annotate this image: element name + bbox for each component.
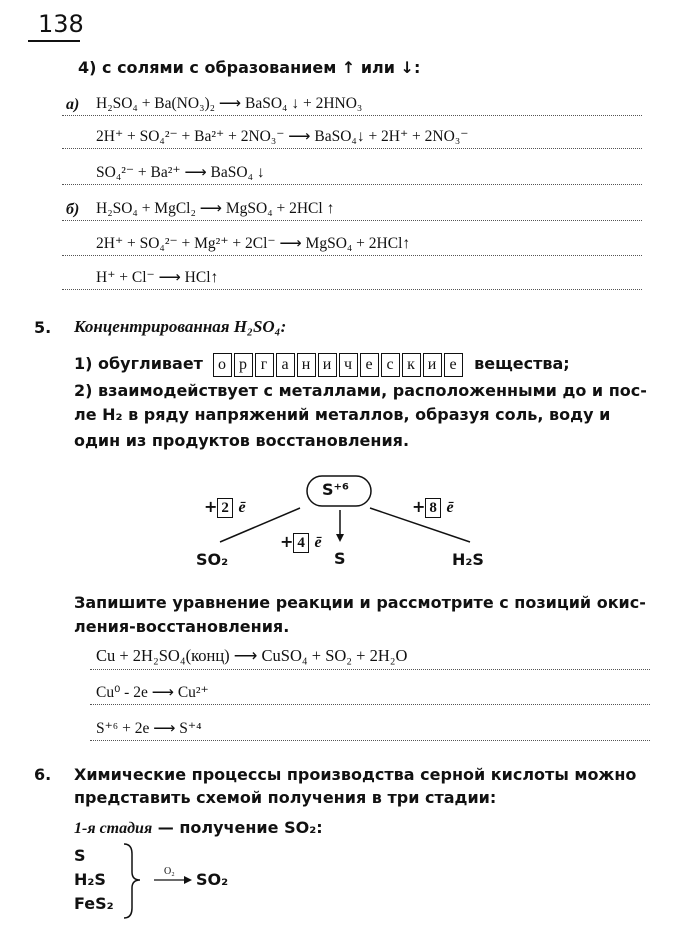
letter-cell: е — [444, 353, 463, 377]
reduction-scheme — [0, 470, 700, 580]
line-cu-1 — [90, 669, 650, 670]
s6-number: 6. — [34, 765, 52, 784]
scheme-mid-electrons — [280, 532, 322, 553]
s5-item2-line3: один из продуктов восстановления. — [74, 431, 410, 450]
over-arrow-o2: O₂ — [164, 866, 175, 877]
mid-electron-count: 4 — [293, 533, 309, 553]
eq-cu-2: Cu⁰ - 2e ⟶ Cu²⁺ — [96, 684, 209, 701]
item1-suffix: вещества; — [474, 354, 570, 373]
letter-cell: н — [297, 353, 316, 377]
item1-prefix: 1) обугливает — [74, 354, 203, 373]
reactant-3: FeS₂ — [74, 894, 114, 913]
letter-cell: р — [234, 353, 253, 377]
scheme-center: S⁺⁶ — [322, 480, 349, 499]
stage-label: 1-я стадия — [74, 820, 153, 837]
task-line2: ления-восстановления. — [74, 617, 290, 636]
letter-cell: и — [423, 353, 442, 377]
right-plus: + — [412, 497, 426, 516]
letter-cell: о — [213, 353, 232, 377]
product-s: S — [334, 549, 346, 568]
s5-item2-line2: ле H₂ в ряду напряжений металлов, образуя соль, воду и — [74, 405, 611, 424]
line-cu-2 — [90, 704, 650, 705]
letter-cell: к — [402, 353, 421, 377]
s6-line2: представить схемой получения в три стадии: — [74, 788, 497, 807]
mid-electron-symbol: ē — [314, 534, 322, 551]
eq-a3: SO₄²⁻ + Ba²⁺ ⟶ BaSO₄ ↓ — [96, 164, 265, 181]
line-b1 — [62, 220, 642, 221]
product-so2: SO₂ — [196, 550, 229, 569]
branch-middle-arrowhead — [336, 534, 344, 542]
letter-cell: г — [255, 353, 274, 377]
label-b: б) — [66, 201, 80, 218]
letter-cell: е — [360, 353, 379, 377]
eq-b3: H⁺ + Cl⁻ ⟶ HCl↑ — [96, 269, 219, 286]
mid-plus: + — [280, 532, 294, 551]
eq-b1: H₂SO₄ + MgCl₂ ⟶ MgSO₄ + 2HCl ↑ — [96, 200, 335, 217]
line-cu-3 — [90, 740, 650, 741]
s5-item2-line1: 2) взаимодействует с металлами, расположенными до и пос- — [74, 381, 647, 400]
stage-text: — получение SO₂: — [152, 818, 323, 837]
line-a2 — [62, 148, 642, 149]
curly-brace — [124, 844, 140, 918]
s5-title: Концентрированная H₂SO₄: — [74, 317, 287, 336]
scheme-left-electrons — [204, 497, 246, 518]
line-a1 — [62, 115, 642, 116]
s6-line1: Химические процессы производства серной кислоты можно — [74, 765, 637, 784]
reactant-2: H₂S — [74, 870, 106, 889]
left-electron-count: 2 — [217, 498, 233, 518]
scheme-right-electrons — [412, 497, 454, 518]
page-number-underline — [28, 40, 80, 42]
product-h2s: H₂S — [452, 550, 484, 569]
letter-cells — [213, 354, 465, 373]
task-line1: Запишите уравнение реакции и рассмотрите с позиций окис- — [74, 593, 646, 612]
label-a: а) — [66, 96, 80, 113]
letter-cell: ч — [339, 353, 358, 377]
eq-b2: 2H⁺ + SO₄²⁻ + Mg²⁺ + 2Cl⁻ ⟶ MgSO₄ + 2HCl↑ — [96, 235, 411, 252]
stage-product: SO₂ — [196, 870, 229, 889]
letter-cell: с — [381, 353, 400, 377]
s4-header: 4) с солями с образованием ↑ или ↓: — [78, 58, 421, 77]
eq-cu-1: Cu + 2H₂SO₄(конц) ⟶ CuSO₄ + SO₂ + 2H₂O — [96, 646, 408, 665]
s5-item1 — [74, 353, 570, 377]
letter-cell: а — [276, 353, 295, 377]
page-number: 138 — [38, 10, 84, 38]
eq-a1: H₂SO₄ + Ba(NO₃)₂ ⟶ BaSO₄ ↓ + 2HNO₃ — [96, 95, 363, 112]
line-b2 — [62, 255, 642, 256]
eq-cu-3: S⁺⁶ + 2e ⟶ S⁺⁴ — [96, 720, 202, 737]
stage-arrowhead — [184, 876, 192, 884]
line-a3 — [62, 184, 642, 185]
letter-cell: и — [318, 353, 337, 377]
right-electron-symbol: ē — [446, 499, 454, 516]
right-electron-count: 8 — [425, 498, 441, 518]
reactant-1: S — [74, 846, 86, 865]
left-plus: + — [204, 497, 218, 516]
s5-number: 5. — [34, 318, 52, 337]
left-electron-symbol: ē — [238, 499, 246, 516]
s6-stage — [74, 818, 323, 838]
eq-a2: 2H⁺ + SO₄²⁻ + Ba²⁺ + 2NO₃⁻ ⟶ BaSO₄↓ + 2H⁺ + 2NO₃⁻ — [96, 128, 469, 145]
line-b3 — [62, 289, 642, 290]
